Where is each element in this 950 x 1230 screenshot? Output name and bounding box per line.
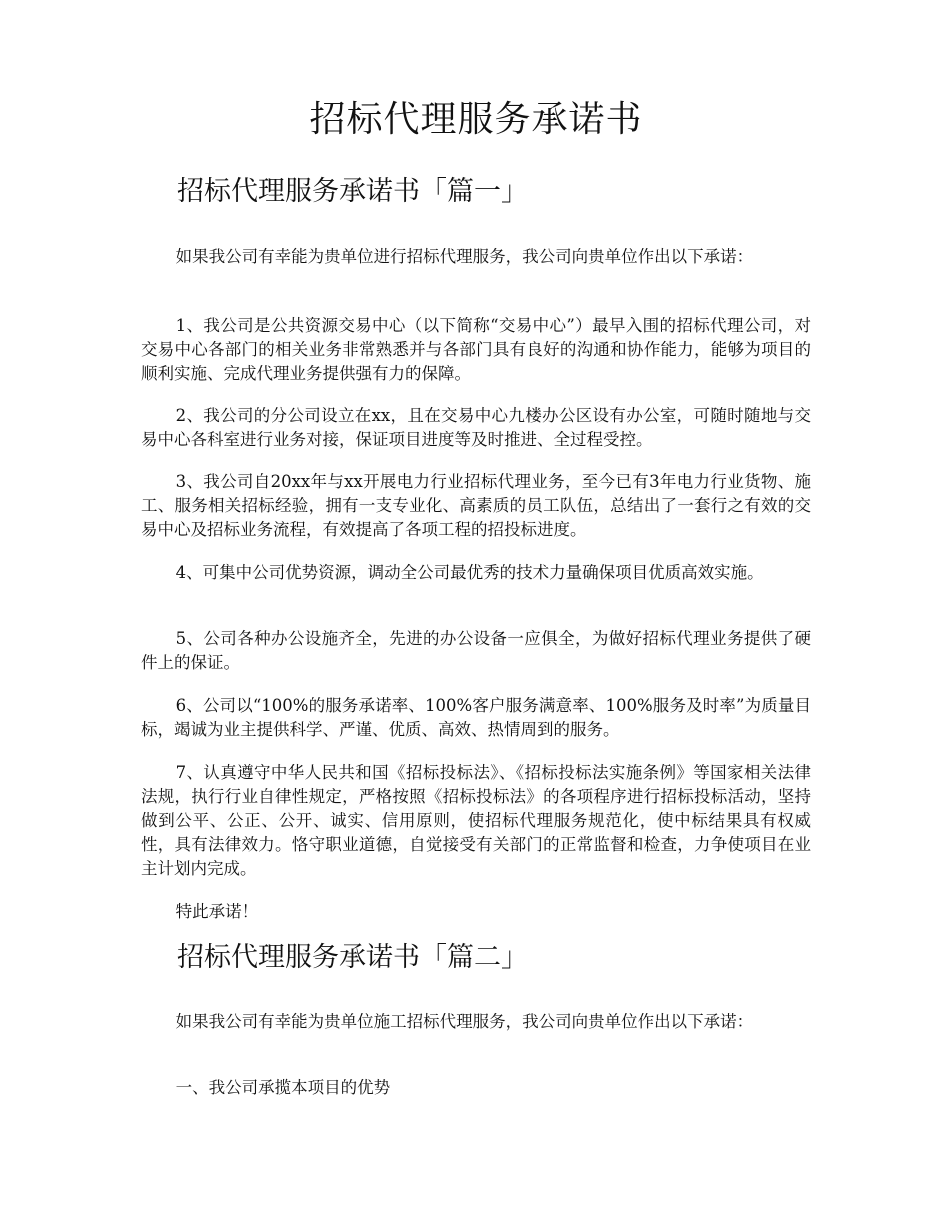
section1-intro: 如果我公司有幸能为贵单位进行招标代理服务，我公司向贵单位作出以下承诺： xyxy=(175,247,754,266)
section1-item-5: 5、公司各种办公设施齐全，先进的办公设备一应俱全，为做好招标代理业务提供了硬件上的保证。 xyxy=(141,629,811,672)
section1-item-2: 2、我公司的分公司设立在xx，且在交易中心九楼办公区设有办公室，可随时随地与交易中心各科室进行业务对接，保证项目进度等及时推进、全过程受控。 xyxy=(141,406,811,449)
section1-item-6: 6、公司以“100%的服务承诺率、100%客户服务满意率、100%服务及时率”为质量目标，竭诚为业主提供科学、严谨、优质、高效、热情周到的服务。 xyxy=(141,696,811,739)
section2-subheading: 一、我公司承揽本项目的优势 xyxy=(175,1078,391,1097)
section1-item-7: 7、认真遵守中华人民共和国《招标投标法》、《招标投标法实施条例》等国家相关法律法规，执行行业自律性规定，严格按照《招标投标法》的各项程序进行招标投标活动，坚持做到公平、公正、公开、诚实、信用原则，使招标代理服务规范化，使中标结果具有权威性，具有法律效力。恪守职业道德，自觉接受有关部门的正常监督和检查，力争使项目在业主计划内完成。 xyxy=(141,763,811,878)
document-title: 招标代理服务承诺书 xyxy=(309,99,643,140)
section1-item-1: 1、我公司是公共资源交易中心（以下简称“交易中心”）最早入围的招标代理公司，对交易中心各部门的相关业务非常熟悉并与各部门具有良好的沟通和协作能力，能够为项目的顺利实施、完成代理业务提供强有力的保障。 xyxy=(141,316,811,383)
section1-item-4: 4、可集中公司优势资源，调动全公司最优秀的技术力量确保项目优质高效实施。 xyxy=(175,563,764,582)
section2-intro: 如果我公司有幸能为贵单位施工招标代理服务，我公司向贵单位作出以下承诺： xyxy=(175,1012,754,1031)
section1-item-3: 3、我公司自20xx年与xx开展电力行业招标代理业务，至今已有3年电力行业货物、施工、服务相关招标经验，拥有一支专业化、高素质的员工队伍，总结出了一套行之有效的交易中心及招标业务流程，有效提高了各项工程的招投标进度。 xyxy=(141,472,811,539)
section-heading-2: 招标代理服务承诺书「篇二」 xyxy=(177,942,528,973)
section1-closing: 特此承诺！ xyxy=(175,902,259,921)
section-heading-1: 招标代理服务承诺书「篇一」 xyxy=(177,176,528,207)
